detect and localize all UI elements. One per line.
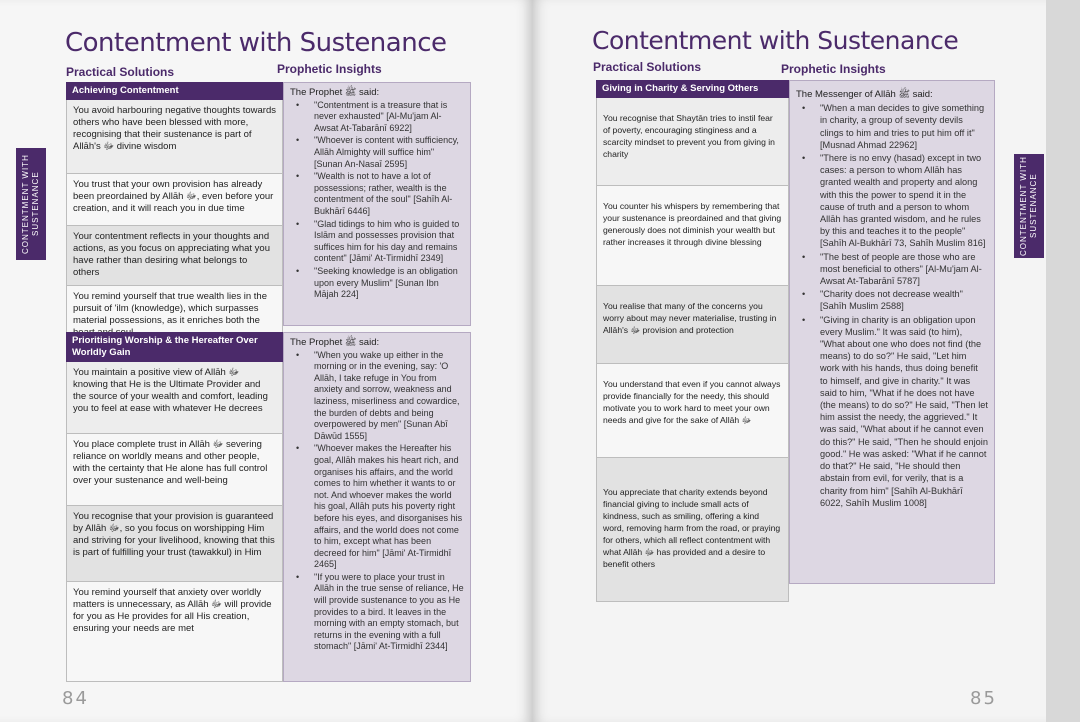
hadith-item: • "When a man decides to give something in charity, a group of seventy devils clings to him and tries to put him off it" [Musnad Ahmad 22962]	[796, 102, 988, 151]
col-head-solutions: Practical Solutions	[66, 65, 175, 79]
col-head-solutions: Practical Solutions	[593, 60, 702, 74]
solution-item: Your contentment reflects in your thoughts and actions, as you focus on appreciating what you have rather than desiring what belongs to others	[66, 226, 283, 286]
insights-lead: The Messenger of Allāh ﷺ said:	[796, 89, 933, 100]
col-head-insights: Prophetic Insights	[781, 62, 886, 76]
col-head-insights: Prophetic Insights	[277, 62, 382, 76]
solution-item: You avoid harbouring negative thoughts towards others who have been blessed with more, recognising that their sustenance is part of Allāh's ﷻ divine wisdom	[66, 100, 283, 174]
right-page	[532, 0, 1046, 722]
solution-item: You maintain a positive view of Allāh ﷻ knowing that He is the Ultimate Provider and the source of your wealth and comfort, leading you to feel at ease with whatever He decrees	[66, 362, 283, 434]
solution-item: You understand that even if you cannot always provide financially for the needy, this should motivate you to work hard to meet your own needs and give for the sake of Allāh ﷻ	[596, 364, 789, 458]
hadith-item: • "Glad tidings to him who is guided to Islām and possesses provision that suffices him for his day and remains content" [Jāmi' At-Tirmidhī 2349]	[290, 219, 464, 265]
section-prioritising-worship	[66, 332, 471, 682]
section-heading: Giving in Charity & Serving Others	[596, 80, 789, 98]
page-number: 84	[62, 688, 89, 709]
hadith-item: • "Giving in charity is an obligation upon every Muslim." It was said (to him), "What about one who does not find (the means) to do so?" He said, "Let him work with his hands, thus doing benefit to himself, and give in charity." It was said to him, "What if he does not have (the means) to do so?" He said, "Then let him assist the needy, the aggrieved." It was said, "What about if he cannot even do this?" He said, "Then he should enjoin good." He was asked: "What if he cannot do that?" He said, "He should then abstain from evil, for verily, that is a charity from him" [Sahīh Al-Bukhārī 6022, Sahīh Muslim 1008]	[796, 314, 988, 509]
section-heading: Achieving Contentment	[66, 82, 283, 100]
left-page	[0, 0, 532, 722]
hadith-item: • "There is no envy (hasad) except in two cases: a person to whom Allāh has granted wealth and property and along with this the power to spend it in the cause of truth and a person to whom Allāh has granted wisdom, and he rules by this and teaches it to the people" [Sahīh Al-Bukhārī 73, Sahīh Muslim 816]	[796, 152, 988, 250]
solution-item: You recognise that your provision is guaranteed by Allāh ﷻ, so you focus on worshipping Him and striving for your livelihood, knowing that this is part of fulfilling your trust (tawakkul) in Him	[66, 506, 283, 582]
insights-lead: The Prophet ﷺ said:	[290, 87, 380, 98]
hadith-item: • "Contentment is a treasure that is never exhausted" [Al-Mu'jam Al-Awsat At-Tabarānī 6922]	[290, 100, 464, 135]
insights-lead: The Prophet ﷺ said:	[290, 337, 380, 348]
solution-item: You counter his whispers by remembering that your sustenance is preordained and that giving generously does not diminish your wealth but rather increases it through divine blessing	[596, 186, 789, 286]
solution-item: You remind yourself that true wealth lies in the pursuit of 'ilm (knowledge), which surpasses material possessions, as it enriches both the	[66, 286, 283, 344]
page-title: Contentment with Sustenance	[65, 28, 447, 58]
solution-item: You appreciate that charity extends beyond financial giving to include small acts of kindness, such as smiling, offering a kind word, removing harm from the road, or praying for others, which all reflect contentment with what Allāh ﷻ has provided and a desire to benefit others	[596, 458, 789, 602]
section-achieving-contentment	[66, 82, 471, 344]
book-edge	[1046, 0, 1080, 722]
hadith-item: • "Charity does not decrease wealth" [Sahīh Muslim 2588]	[796, 288, 988, 312]
solution-item: You remind yourself that anxiety over worldly matters is unnecessary, as Allāh ﷻ will provide for you as He provides for all His creation, ensuring your needs are met	[66, 582, 283, 682]
hadith-item: • "Seeking knowledge is an obligation upon every Muslim" [Sunan Ibn Mājah 224]	[290, 266, 464, 301]
hadith-item: • "If you were to place your trust in Allāh in the true sense of reliance, He will provide sustenance to you as He provides to a bird. It leaves in the morning with an empty stomach, but returns in the evening with a full stomach" [Jāmi' At-Tirmidhī 2344]	[290, 572, 464, 653]
page-number: 85	[970, 688, 997, 709]
solution-item: You place complete trust in Allāh ﷻ severing reliance on worldly means and other people, with the certainty that He alone has full control over your sustenance and well-being	[66, 434, 283, 506]
side-tab: CONTENTMENT WITH SUSTENANCE	[1014, 154, 1044, 258]
hadith-item: • "The best of people are those who are most beneficial to others" [Al-Mu'jam Al-Awsat At-Tabarānī 5787]	[796, 251, 988, 288]
page-title: Contentment with Sustenance	[592, 26, 959, 55]
section-giving-charity	[596, 80, 995, 602]
hadith-item: • "When you wake up either in the morning or in the evening, say: 'O Allāh, I take refuge in You from anxiety and sorrow, weakness and laziness, miserliness and cowardice, the burden of debts and being overpowered by men" [Sunan Abī Dāwūd 1555]	[290, 350, 464, 443]
solution-item: You realise that many of the concerns you worry about may never materialise, trusting in Allāh's ﷻ provision and protection	[596, 286, 789, 364]
side-tab: CONTENTMENT WITH SUSTENANCE	[16, 148, 46, 260]
insights-box	[283, 332, 471, 682]
section-heading: Prioritising Worship & the Hereafter Over Worldly Gain	[66, 332, 283, 362]
hadith-item: • "Whoever is content with sufficiency, Allāh Almighty will suffice him" [Sunan An-Nasaī 2595]	[290, 135, 464, 170]
hadith-item: • "Whoever makes the Hereafter his goal, Allāh makes his heart rich, and organises his affairs, and the world comes to him whether it wants to or not. And whoever makes the world his goal, Allāh puts his poverty right before his eyes, and disorganises his affairs, and the world does not come to him, except what has been decreed for him" [Jāmi' At-Tirmidhī 2465]	[290, 443, 464, 571]
insights-box	[283, 82, 471, 326]
hadith-item: • "Wealth is not to have a lot of possessions; rather, wealth is the contentment of the soul" [Sahīh Al-Bukhārī 6446]	[290, 171, 464, 217]
insights-box	[789, 80, 995, 584]
solution-item: You recognise that Shaytān tries to instil fear of poverty, encouraging stinginess and a scarcity mindset to prevent you from giving in charity	[596, 98, 789, 186]
solution-item: You trust that your own provision has already been preordained by Allāh ﷻ, even before your creation, and it will reach you in due time	[66, 174, 283, 226]
